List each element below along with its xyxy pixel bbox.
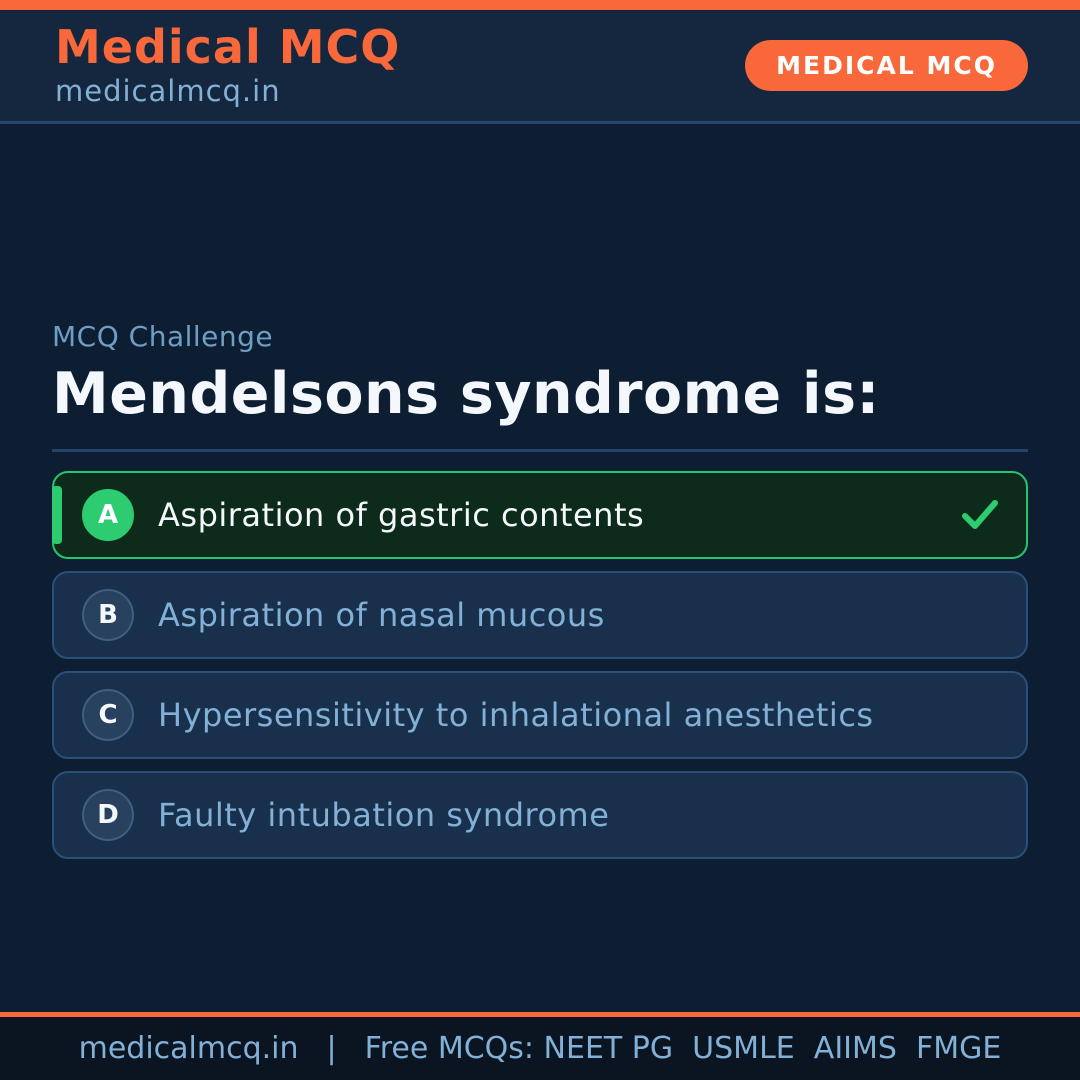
brand-title: Medical MCQ bbox=[55, 20, 401, 75]
option-c[interactable] bbox=[52, 671, 1028, 759]
top-accent-strip bbox=[0, 0, 1080, 10]
title-divider bbox=[52, 449, 1028, 452]
eyebrow-label: MCQ Challenge bbox=[52, 320, 274, 353]
option-d-letter-circle: D bbox=[82, 789, 134, 841]
option-a[interactable] bbox=[52, 471, 1028, 559]
option-b[interactable] bbox=[52, 571, 1028, 659]
footer-bar bbox=[0, 1017, 1080, 1080]
brand-subtitle: medicalmcq.in bbox=[55, 73, 281, 108]
option-a-letter-circle: A bbox=[82, 489, 134, 541]
footer-separator: | bbox=[326, 1031, 337, 1066]
brand bbox=[55, 20, 401, 108]
option-c-letter-circle: C bbox=[82, 689, 134, 741]
check-icon bbox=[960, 498, 1000, 532]
option-a-label: Aspiration of gastric contents bbox=[158, 496, 645, 534]
brand-badge: MEDICAL MCQ bbox=[745, 40, 1028, 91]
question-card bbox=[0, 124, 1080, 859]
header bbox=[0, 10, 1080, 124]
footer bbox=[0, 1012, 1080, 1080]
footer-tagline: Free MCQs: NEET PG USMLE AIIMS FMGE bbox=[364, 1031, 1002, 1066]
option-c-label: Hypersensitivity to inhalational anesthetics bbox=[158, 696, 874, 734]
options-list bbox=[52, 471, 1028, 859]
option-d-label: Faulty intubation syndrome bbox=[158, 796, 610, 834]
footer-site: medicalmcq.in bbox=[78, 1031, 299, 1066]
option-b-label: Aspiration of nasal mucous bbox=[158, 596, 605, 634]
question-title: Mendelsons syndrome is: bbox=[52, 361, 880, 427]
option-d[interactable] bbox=[52, 771, 1028, 859]
selected-accent-bar bbox=[52, 486, 62, 544]
option-b-letter-circle: B bbox=[82, 589, 134, 641]
